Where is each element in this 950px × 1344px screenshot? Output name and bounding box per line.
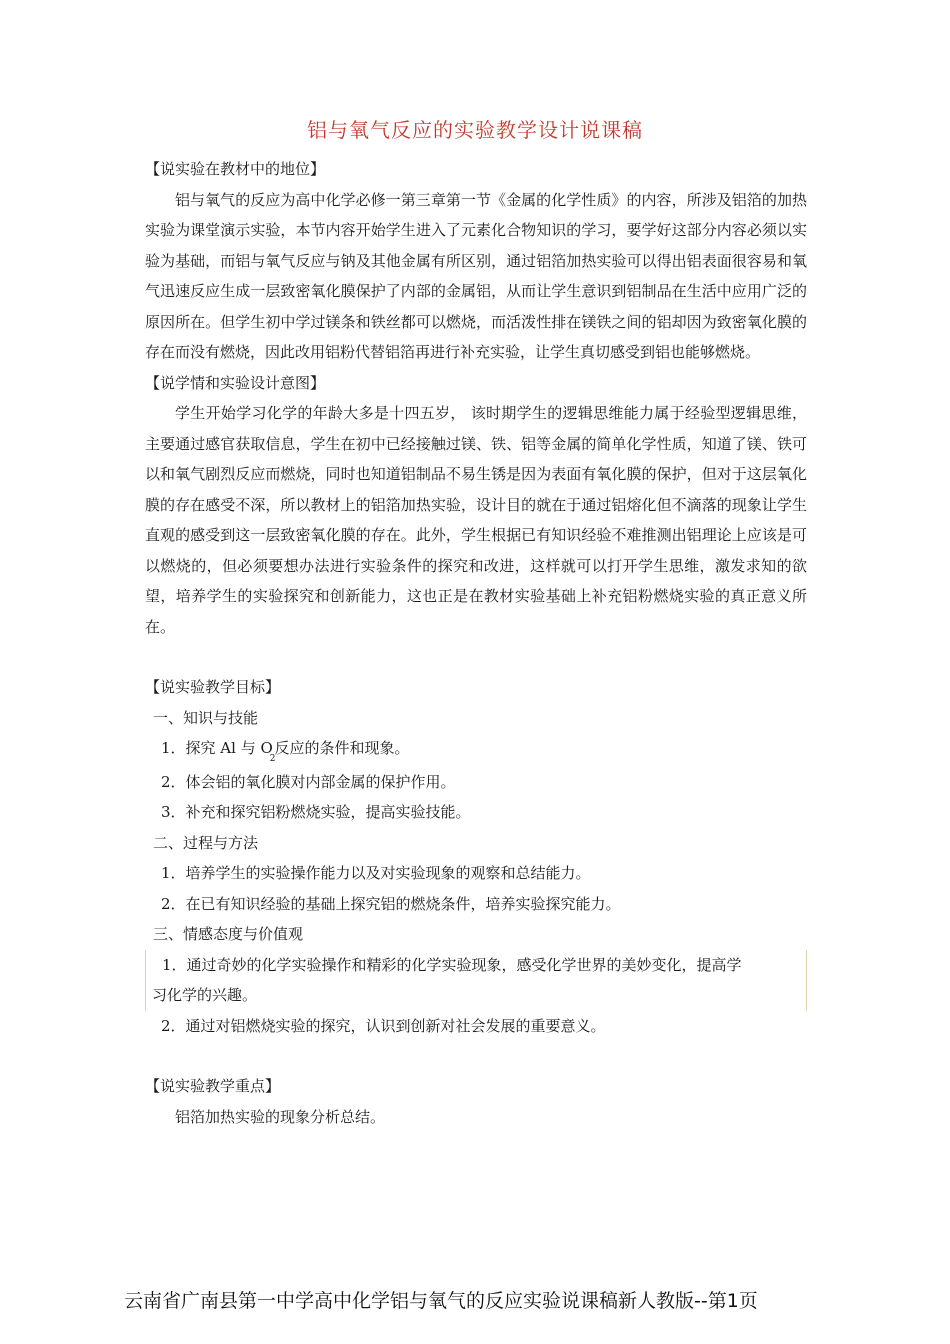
spacer (145, 1041, 807, 1071)
section-paragraph-position: 铝与氧气的反应为高中化学必修一第三章第一节《金属的化学性质》的内容，所涉及铝箔的加热实验为课堂演示实验，本节内容开始学生进入了元素化合物知识的学习，要学好这部分内容必须以实验为基础，而铝与氧气反应与钠及其他金属有所区别，通过铝箔加热实验可以得出铝表面很容易和氧气迅速反应生成一层致密氧化膜保护了内部的金属铝，从而让学生意识到铝制品在生活中应用广泛的原因所在。但学生初中学过镁条和铁丝都可以燃烧，而活泼性排在镁铁之间的铝却因为致密氧化膜的存在而没有燃烧，因此改用铝粉代替铝箔再进行补充实验，让学生真切感受到铝也能够燃烧。 (145, 190, 807, 361)
goal-item-boxed (145, 950, 807, 1011)
section-paragraph-focus: 铝箔加热实验的现象分析总结。 (175, 1107, 386, 1126)
goal-item-line: 1．通过奇妙的化学实验操作和精彩的化学实验现象，感受化学世界的美妙变化，提高学 (162, 955, 742, 974)
section-heading-intent: 【说学情和实验设计意图】 (145, 373, 326, 392)
subscript-text: 2 (269, 754, 276, 764)
goal-item-text: 反应的条件和现象。 (274, 739, 410, 757)
page-footer: 云南省广南县第一中学高中化学铝与氧气的反应实验说课稿新人教版--第1页 (124, 1290, 758, 1312)
goal-item (145, 733, 807, 767)
section-heading-position: 【说实验在教材中的地位】 (145, 160, 326, 178)
goal-item: 2．通过对铝燃烧实验的探究，认识到创新对社会发展的重要意义。 (161, 1016, 606, 1035)
goal-item: 2．在已有知识经验的基础上探究铝的燃烧条件，培养实验探究能力。 (161, 894, 621, 913)
section-paragraph-intent: 学生开始学习化学的年龄大多是十四五岁， 该时期学生的逻辑思维能力属于经验型逻辑思维，主要通过感官获取信息，学生在初中已经接触过镁、铁、铝等金属的简单化学性质，知道了镁、铁可以和氧气剧烈反应而燃烧，同时也知道铝制品不易生锈是因为表面有氧化膜的保护，但对于这层氧化膜的存在感受不深，所以教材上的铝箔加热实验，设计目的就在于通过铝熔化但不滴落的现象让学生直观的感受到这一层致密氧化膜的存在。此外，学生根据已有知识经验不难推测出铝理论上应该是可以燃烧的，但必须要想办法进行实验条件的探究和改进，这样就可以打开学生思维，激发求知的欲望，培养学生的实验探究和创新能力，这也正是在教材实验基础上补充铝粉燃烧实验的真正意义所在。 (145, 404, 807, 636)
goal-subheading-attitude: 三、情感态度与价值观 (153, 925, 304, 943)
goal-item: 1．培养学生的实验操作能力以及对实验现象的观察和总结能力。 (161, 864, 591, 882)
goal-item-line: 习化学的兴趣。 (152, 986, 258, 1004)
goal-subheading-process: 二、过程与方法 (153, 833, 259, 852)
document-title: 铝与氧气反应的实验教学设计说课稿 (307, 118, 643, 142)
goal-item-text: 1．探究 Al 与 O (161, 739, 273, 757)
goal-subheading-knowledge: 一、知识与技能 (153, 708, 259, 727)
section-heading-focus: 【说实验教学重点】 (145, 1077, 281, 1095)
spacer (145, 642, 807, 672)
goal-item: 2．体会铝的氧化膜对内部金属的保护作用。 (161, 772, 456, 791)
goal-item: 3．补充和探究铝粉燃烧实验，提高实验技能。 (161, 803, 471, 821)
section-heading-goals: 【说实验教学目标】 (145, 678, 281, 696)
document-body (145, 154, 807, 1132)
